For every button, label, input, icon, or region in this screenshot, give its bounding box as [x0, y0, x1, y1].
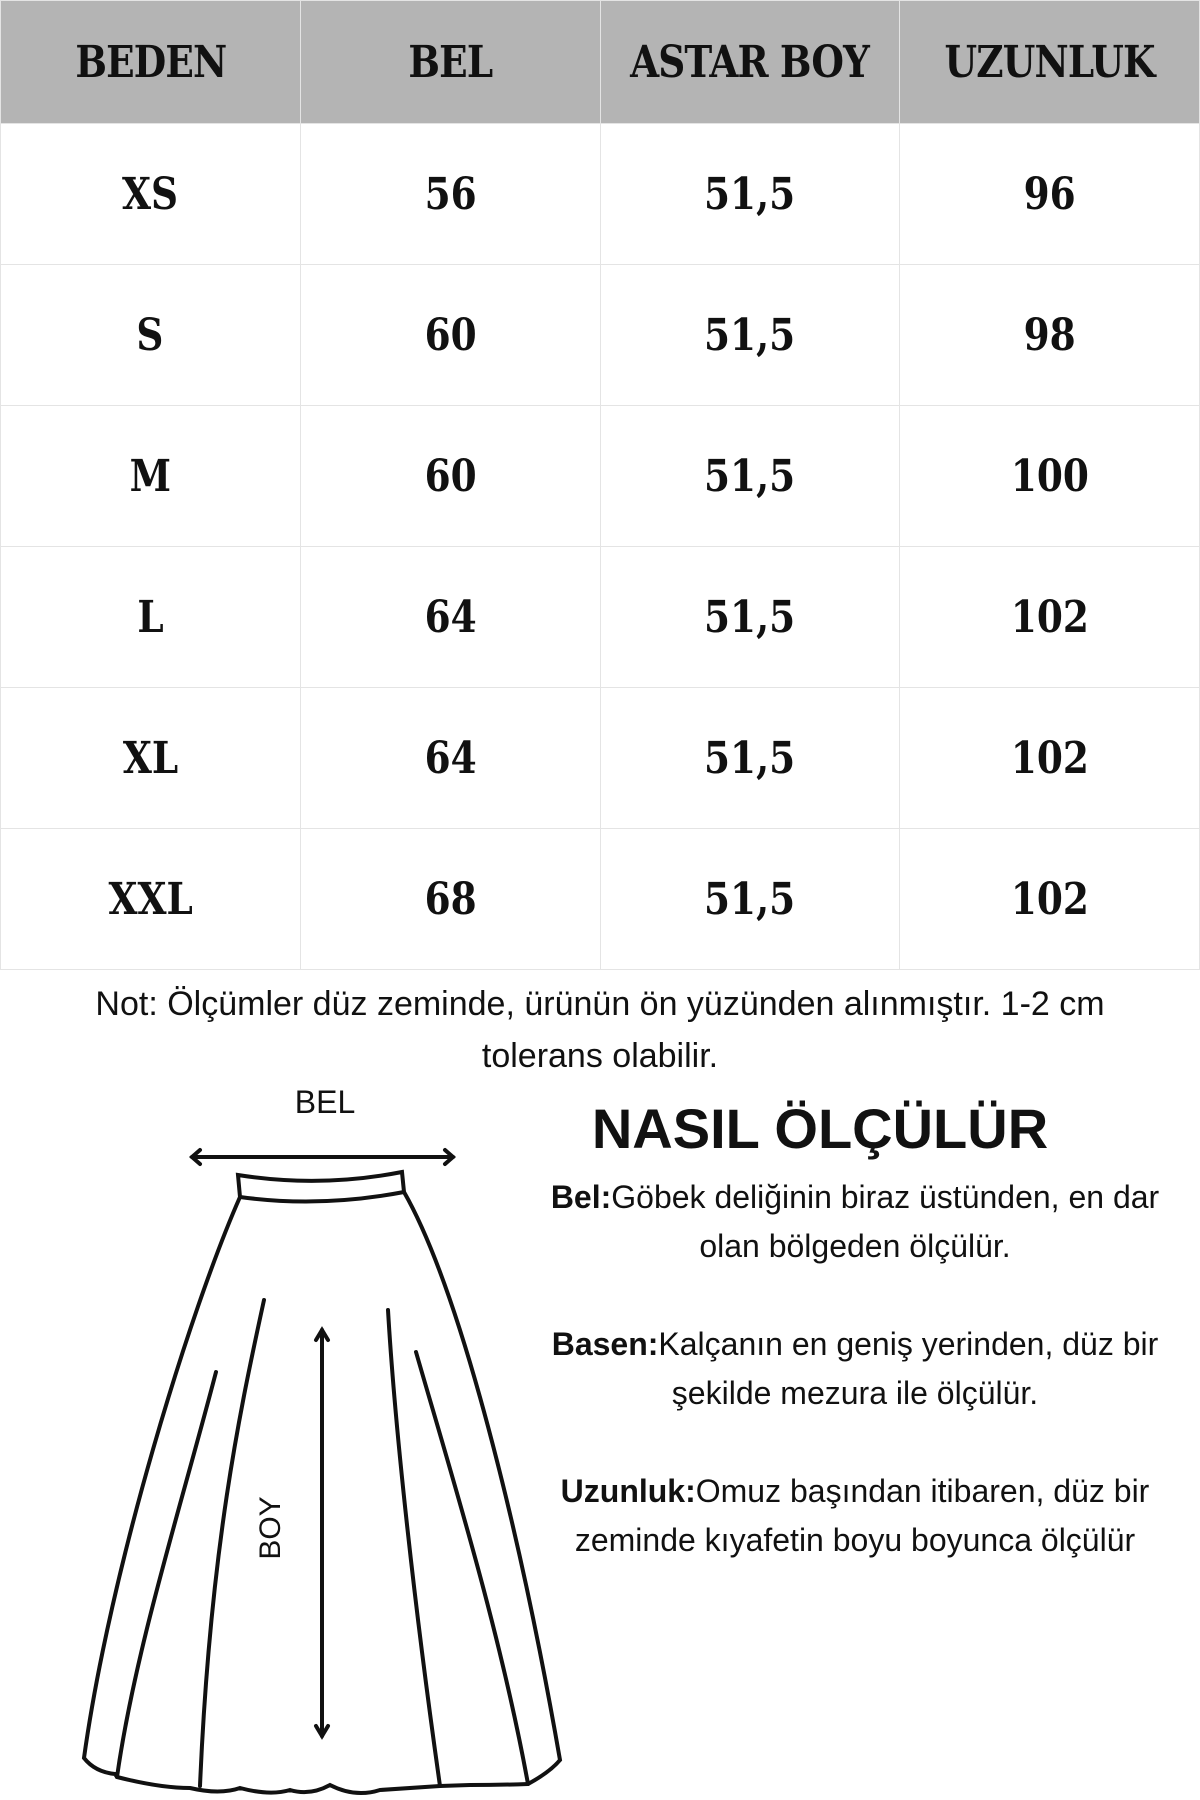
table-cell: [900, 406, 1200, 547]
table-cell: [600, 547, 900, 688]
cell-value: 102: [1010, 873, 1089, 925]
skirt-diagram: [0, 1050, 600, 1800]
table-cell: [1, 547, 301, 688]
table-row: [1, 688, 1200, 829]
cell-value: 68: [424, 873, 477, 925]
table-cell: [1, 124, 301, 265]
table-cell: [900, 829, 1200, 970]
guide-term: Uzunluk:: [560, 1473, 696, 1509]
header-label: ASTAR BOY: [630, 36, 870, 88]
cell-value: 100: [1010, 450, 1089, 502]
boy-arrow: [316, 1330, 328, 1736]
cell-value: 102: [1010, 732, 1089, 784]
pleat-line: [388, 1310, 440, 1786]
pleat-line: [117, 1372, 216, 1777]
guide-term: Bel:: [550, 1179, 612, 1215]
guide-item-uzunluk: [530, 1467, 1180, 1565]
guide-text: Göbek deliğinin biraz üstünden, en dar olan bölgeden ölçülür.: [611, 1179, 1160, 1264]
cell-value: S: [136, 309, 164, 361]
guide-item-bel: [530, 1173, 1180, 1271]
cell-value: XXL: [108, 873, 193, 925]
table-cell: [900, 688, 1200, 829]
guide-title: NASIL ÖLÇÜLÜR: [591, 1097, 1049, 1160]
pleat-line: [416, 1352, 528, 1784]
table-cell: [600, 265, 900, 406]
table-row: [1, 124, 1200, 265]
table-row: [1, 265, 1200, 406]
boy-label: BOY: [254, 1496, 287, 1560]
cell-value: L: [137, 591, 164, 643]
cell-value: 51,5: [704, 591, 796, 643]
cell-value: XL: [122, 732, 179, 784]
cell-value: 64: [424, 591, 477, 643]
table-row: [1, 829, 1200, 970]
table-cell: [1, 688, 301, 829]
cell-value: 51,5: [704, 450, 796, 502]
table-cell: [900, 547, 1200, 688]
cell-value: 51,5: [704, 873, 796, 925]
table-cell: [300, 829, 600, 970]
cell-value: 56: [424, 168, 477, 220]
guide-text: Kalçanın en geniş yerinden, düz bir şekilde mezura ile ölçülür.: [658, 1326, 1159, 1411]
bel-arrow: [192, 1150, 453, 1164]
cell-value: M: [129, 450, 172, 502]
table-cell: [900, 124, 1200, 265]
cell-value: 98: [1023, 309, 1076, 361]
cell-value: 64: [424, 732, 477, 784]
cell-value: 96: [1023, 168, 1076, 220]
table-row: [1, 406, 1200, 547]
table-cell: [1, 829, 301, 970]
header-beden: [1, 1, 301, 124]
table-cell: [300, 265, 600, 406]
cell-value: XS: [122, 168, 179, 220]
table-cell: [900, 265, 1200, 406]
table-cell: [600, 688, 900, 829]
header-label: BEL: [408, 36, 493, 88]
table-cell: [600, 406, 900, 547]
cell-value: 51,5: [704, 168, 796, 220]
waistband: [238, 1172, 404, 1201]
header-astar-boy: [600, 1, 900, 124]
header-bel: [300, 1, 600, 124]
table-header-row: [1, 1, 1200, 124]
bel-label: BEL: [294, 1084, 356, 1120]
cell-value: 51,5: [704, 732, 796, 784]
note-text: Not: Ölçümler düz zeminde, ürünün ön yüzünden alınmıştır. 1-2 cm tolerans olabilir.: [95, 985, 1105, 1075]
guide-item-basen: [530, 1320, 1180, 1418]
table-cell: [300, 406, 600, 547]
cell-value: 51,5: [704, 309, 796, 361]
table-cell: [600, 829, 900, 970]
table-cell: [1, 265, 301, 406]
header-label: UZUNLUK: [944, 36, 1155, 88]
table-cell: [300, 547, 600, 688]
header-label: BEDEN: [74, 36, 226, 88]
table-cell: [300, 688, 600, 829]
cell-value: 60: [424, 309, 477, 361]
table-row: [1, 547, 1200, 688]
table-cell: [300, 124, 600, 265]
guide-term: Basen:: [551, 1326, 659, 1362]
guide-text: Omuz başından itibaren, düz bir zeminde kıyafetin boyu boyunca ölçülür: [574, 1473, 1150, 1558]
table-cell: [600, 124, 900, 265]
cell-value: 102: [1010, 591, 1089, 643]
cell-value: 60: [424, 450, 477, 502]
table-cell: [1, 406, 301, 547]
header-uzunluk: [900, 1, 1200, 124]
